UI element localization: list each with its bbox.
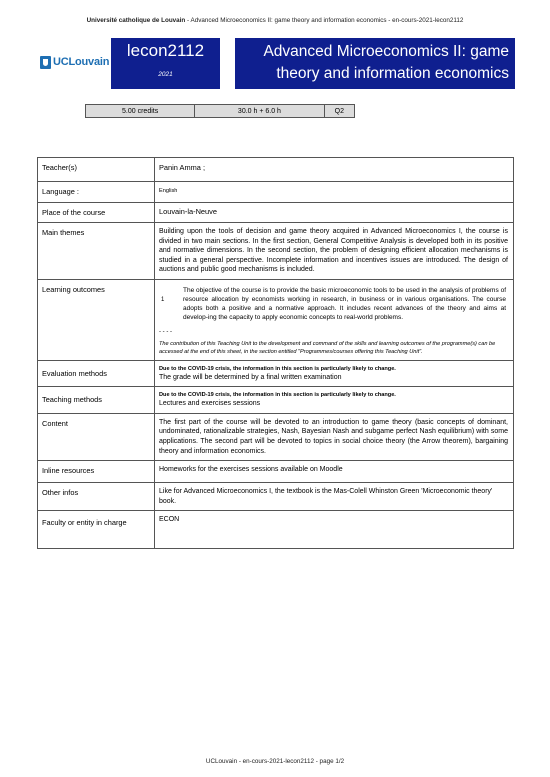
page-header	[0, 17, 550, 24]
label-language: Language :	[38, 182, 155, 203]
value-teaching	[155, 387, 514, 414]
label-other-infos: Other infos	[38, 483, 155, 511]
credits-cell: 5.00 credits	[86, 105, 195, 118]
row-evaluation	[38, 360, 514, 387]
label-teachers: Teacher(s)	[38, 158, 155, 182]
learning-outcome-text: The objective of the course is to provide the basic microeconomic tools to be used in the analysis of problems of resource allocation by economists working in research, in business or in various organisations. The course adopts both a positive and a normative approach. It includes recent advances of the theory and aims at develop-ing the capacity to apply economic concepts to real-world problems.	[183, 286, 506, 321]
value-place: Louvain-la-Neuve	[155, 203, 514, 223]
quadrimester-cell: Q2	[324, 105, 354, 118]
row-main-themes	[38, 223, 514, 280]
label-content: Content	[38, 413, 155, 460]
course-title-line2: theory and information economics	[276, 65, 509, 82]
value-content: The first part of the course will be devoted to an introduction to game theory (basic concepts of dominant, undominated, rationalizable strategies, Nash, Bayesian Nash and subgame perfect Nash equilibrium) with some applications. The second part will be devoted to topics in social choice theory (the Arrow theorem), bargaining theory and information economics.	[155, 413, 514, 460]
header-separator: -	[185, 17, 191, 24]
value-teachers: Panin Amma ;	[155, 158, 514, 182]
label-teaching: Teaching methods	[38, 387, 155, 414]
logo-text: UCLouvain	[53, 56, 110, 68]
row-teaching	[38, 387, 514, 414]
learning-outcome-dots: - - - -	[159, 328, 172, 335]
hours-cell: 30.0 h + 6.0 h	[195, 105, 324, 118]
value-inline-resources: Homeworks for the exercises sessions available on Moodle	[155, 461, 514, 483]
university-name: Université catholique de Louvain	[86, 17, 186, 24]
value-evaluation	[155, 360, 514, 387]
label-place: Place of the course	[38, 203, 155, 223]
label-inline-resources: Inline resources	[38, 461, 155, 483]
learning-outcome-number: 1	[161, 296, 165, 303]
value-learning-outcomes	[155, 279, 514, 360]
learning-outcome-item	[159, 284, 508, 322]
value-main-themes: Building upon the tools of decision and game theory acquired in Advanced Microeconomics I, the course is divided in two main sections. In the first section, General Competitive Analysis is developed both in its positive and normative dimensions. In the second section, the problem of designing efficient allocation mechanisms is studied in a general perspective. Incomplete information and incentives issues are introduced. The design of auctions and public good mechanisms is included.	[155, 223, 514, 280]
row-teachers	[38, 158, 514, 182]
course-title-box	[235, 38, 515, 89]
label-main-themes: Main themes	[38, 223, 155, 280]
course-info-table	[37, 157, 514, 549]
learning-outcome-contribution: The contribution of this Teaching Unit to the development and command of the skills and learning outcomes of the programme(s) can be accessed at the end of this sheet, in the section entitled "Programmes/courses offering this Teaching Unit".	[159, 340, 496, 355]
label-faculty: Faculty or entity in charge	[38, 511, 155, 549]
evaluation-text: The grade will be determined by a final written examination	[159, 373, 342, 381]
course-code: lecon2112	[126, 41, 205, 60]
uclouvain-logo	[40, 55, 109, 69]
covid-notice: Due to the COVID-19 crisis, the information in this section is particularly likely to change.	[159, 392, 396, 399]
value-other-infos: Like for Advanced Microeconomics I, the textbook is the Mas-Colell Whinston Green 'Microeconomic theory' book.	[155, 483, 514, 511]
uclouvain-logo-icon	[40, 56, 51, 69]
row-language	[38, 182, 514, 203]
row-faculty	[38, 511, 514, 549]
label-evaluation: Evaluation methods	[38, 360, 155, 387]
row-content	[38, 413, 514, 460]
course-year: 2021	[158, 71, 173, 78]
course-title-line1: Advanced Microeconomics II: game	[263, 43, 509, 60]
row-other-infos	[38, 483, 514, 511]
label-learning-outcomes: Learning outcomes	[38, 279, 155, 360]
row-learning-outcomes	[38, 279, 514, 360]
credits-table	[85, 104, 355, 118]
page-footer: UCLouvain - en-cours-2021-lecon2112 - page 1/2	[205, 758, 345, 765]
course-code-box	[111, 38, 220, 89]
value-faculty: ECON	[155, 511, 514, 549]
covid-notice: Due to the COVID-19 crisis, the information in this section is particularly likely to change.	[159, 365, 396, 372]
teaching-text: Lectures and exercises sessions	[159, 400, 261, 408]
header-course-line: Advanced Microeconomics II: game theory and information economics - en-cours-2021-lecon2112	[190, 17, 464, 24]
value-language: English	[155, 182, 514, 203]
row-place	[38, 203, 514, 223]
row-inline-resources	[38, 461, 514, 483]
